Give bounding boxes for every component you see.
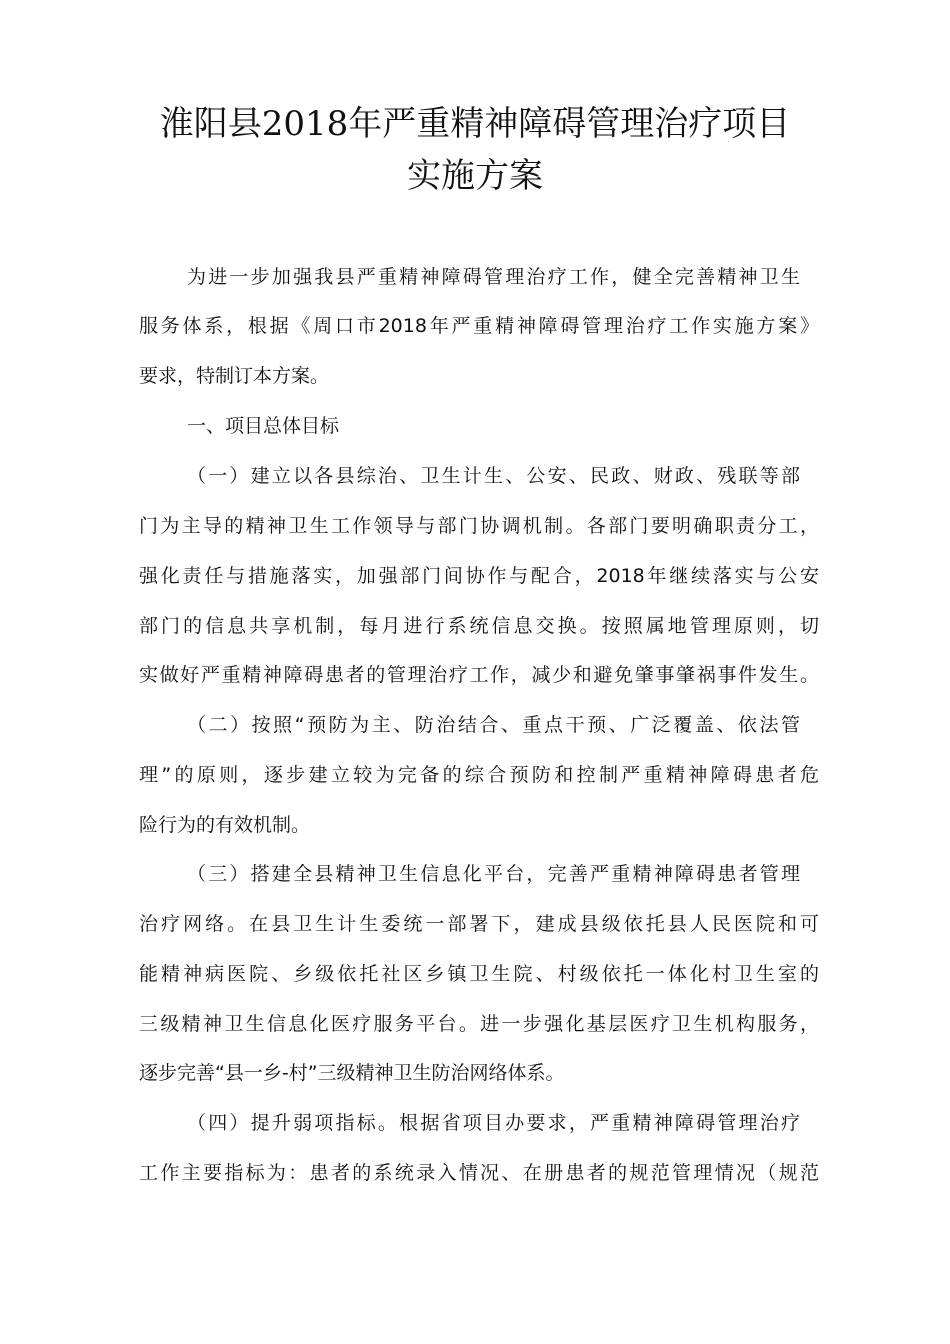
body-line: 服务体系，根据《周口市2018年严重精神障碍管理治疗工作实施方案》 bbox=[139, 315, 819, 337]
body-line: 理”的原则，逐步建立较为完备的综合预防和控制严重精神障碍患者危 bbox=[139, 764, 819, 786]
body-line: 能精神病医院、乡级依托社区乡镇卫生院、村级依托一体化村卫生室的 bbox=[139, 963, 819, 985]
body-line: 部门的信息共享机制，每月进行系统信息交换。按照属地管理原则，切 bbox=[139, 615, 819, 637]
body-line: 险行为的有效机制。 bbox=[139, 814, 311, 836]
body-line: 为进一步加强我县严重精神障碍管理治疗工作，健全完善精神卫生 bbox=[187, 266, 800, 288]
body-line: 逐步完善“县一乡-村”三级精神卫生防治网络体系。 bbox=[139, 1062, 565, 1084]
body-line: （二）按照“预防为主、防治结合、重点干预、广泛覆盖、依法管 bbox=[187, 714, 800, 736]
body-line: （三）搭建全县精神卫生信息化平台，完善严重精神障碍患者管理 bbox=[187, 863, 800, 885]
body-line: 实做好严重精神障碍患者的管理治疗工作，减少和避免肇事肇祸事件发生。 bbox=[139, 664, 819, 686]
body-line: 治疗网络。在县卫生计生委统一部署下，建成县级依托县人民医院和可 bbox=[139, 913, 819, 935]
body-line: 工作主要指标为：患者的系统录入情况、在册患者的规范管理情况（规范 bbox=[139, 1162, 819, 1184]
body-line: 门为主导的精神卫生工作领导与部门协调机制。各部门要明确职责分工， bbox=[139, 515, 819, 537]
body-line: 三级精神卫生信息化医疗服务平台。进一步强化基层医疗卫生机构服务， bbox=[139, 1013, 819, 1035]
body-line: （一）建立以各县综治、卫生计生、公安、民政、财政、残联等部 bbox=[187, 465, 800, 487]
document-title-line-2: 实施方案 bbox=[407, 156, 543, 196]
body-line: 要求，特制订本方案。 bbox=[139, 365, 330, 387]
section-heading: 一、项目总体目标 bbox=[187, 415, 340, 437]
document-title-line-1: 淮阳县2018年严重精神障碍管理治疗项目 bbox=[159, 104, 791, 144]
body-line: （四）提升弱项指标。根据省项目办要求，严重精神障碍管理治疗 bbox=[187, 1112, 800, 1134]
body-line: 强化责任与措施落实，加强部门间协作与配合，2018年继续落实与公安 bbox=[139, 565, 819, 587]
